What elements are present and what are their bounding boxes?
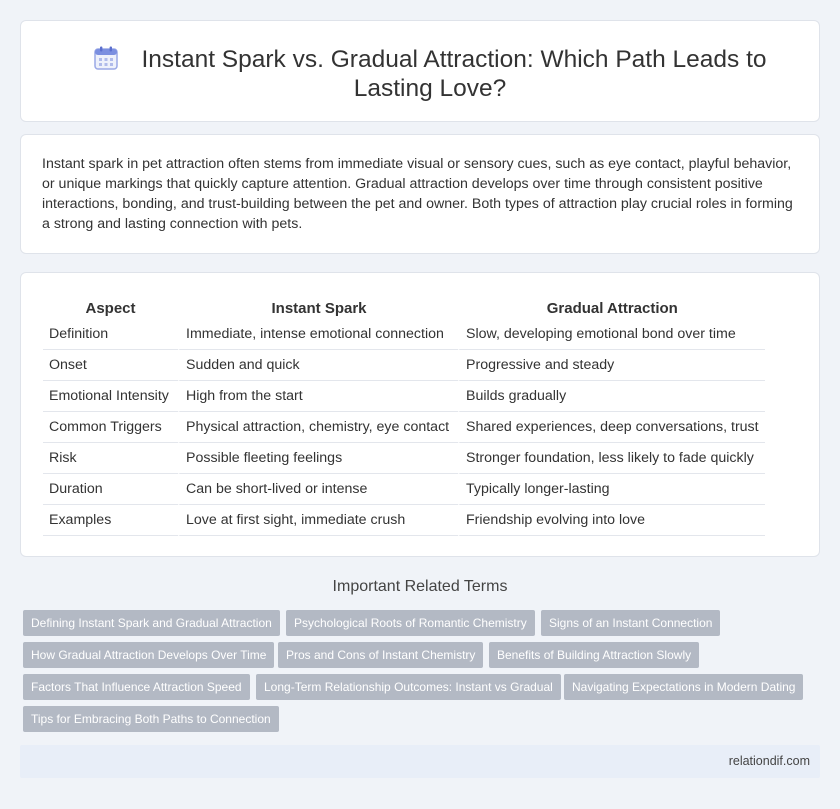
table-row	[43, 381, 765, 412]
footer-site-link[interactable]: relationdif.com	[728, 754, 810, 768]
cell-instant: High from the start	[178, 381, 458, 412]
table-row	[43, 319, 765, 350]
cell-gradual: Builds gradually	[458, 381, 765, 412]
tag-link[interactable]: Defining Instant Spark and Gradual Attraction	[23, 610, 280, 636]
tag-link[interactable]: Signs of an Instant Connection	[541, 610, 720, 636]
table-row	[43, 412, 765, 443]
footer	[20, 745, 820, 778]
table-row	[43, 474, 765, 505]
comparison-table	[43, 295, 765, 536]
tag-link[interactable]: Factors That Influence Attraction Speed	[23, 674, 250, 700]
table-header-row	[43, 295, 765, 319]
related-terms-title: Important Related Terms	[332, 578, 508, 595]
cell-aspect: Examples	[43, 505, 178, 536]
cell-instant: Sudden and quick	[178, 350, 458, 381]
tag-link[interactable]: Tips for Embracing Both Paths to Connection	[23, 706, 279, 732]
tag-link[interactable]: Pros and Cons of Instant Chemistry	[278, 642, 483, 668]
tag-link[interactable]: Navigating Expectations in Modern Dating	[564, 674, 803, 700]
header-instant-spark: Instant Spark	[178, 295, 458, 319]
cell-aspect: Onset	[43, 350, 178, 381]
page-title: Instant Spark vs. Gradual Attraction: Which Path Leads to Lasting Love?	[141, 46, 767, 102]
calendar-icon	[93, 45, 119, 71]
tag-link[interactable]: Psychological Roots of Romantic Chemistry	[286, 610, 535, 636]
table-row	[43, 443, 765, 474]
cell-instant: Possible fleeting feelings	[178, 443, 458, 474]
intro-card	[20, 134, 820, 254]
cell-aspect: Emotional Intensity	[43, 381, 178, 412]
cell-gradual: Typically longer-lasting	[458, 474, 765, 505]
comparison-table-card	[20, 272, 820, 557]
cell-gradual: Shared experiences, deep conversations, trust	[458, 412, 765, 443]
header-gradual-attraction: Gradual Attraction	[458, 295, 765, 319]
tag-link[interactable]: Long-Term Relationship Outcomes: Instant vs Gradual	[256, 674, 561, 700]
cell-instant: Can be short-lived or intense	[178, 474, 458, 505]
cell-gradual: Progressive and steady	[458, 350, 765, 381]
tag-link[interactable]: How Gradual Attraction Develops Over Time	[23, 642, 274, 668]
cell-aspect: Common Triggers	[43, 412, 178, 443]
tag-link[interactable]: Benefits of Building Attraction Slowly	[489, 642, 699, 668]
cell-aspect: Risk	[43, 443, 178, 474]
cell-instant: Love at first sight, immediate crush	[178, 505, 458, 536]
header-aspect: Aspect	[85, 299, 136, 317]
title-wrap	[61, 45, 799, 103]
table-row	[43, 350, 765, 381]
cell-gradual: Slow, developing emotional bond over time	[458, 319, 765, 350]
cell-gradual: Stronger foundation, less likely to fade quickly	[458, 443, 765, 474]
title-card	[20, 20, 820, 122]
table-row	[43, 505, 765, 536]
cell-gradual: Friendship evolving into love	[458, 505, 765, 536]
cell-aspect: Definition	[43, 319, 178, 350]
intro-paragraph: Instant spark in pet attraction often stems from immediate visual or sensory cues, such as eye contact, playful behavior, or unique markings that quickly capture attention. Gradual attraction develops over time through consistent positive interactions, bonding, and trust-building between the pet and owner. Both types of attraction play crucial roles in forming a strong and lasting connection with pets.	[42, 156, 793, 232]
cell-instant: Immediate, intense emotional connection	[178, 319, 458, 350]
cell-instant: Physical attraction, chemistry, eye contact	[178, 412, 458, 443]
cell-aspect: Duration	[43, 474, 178, 505]
